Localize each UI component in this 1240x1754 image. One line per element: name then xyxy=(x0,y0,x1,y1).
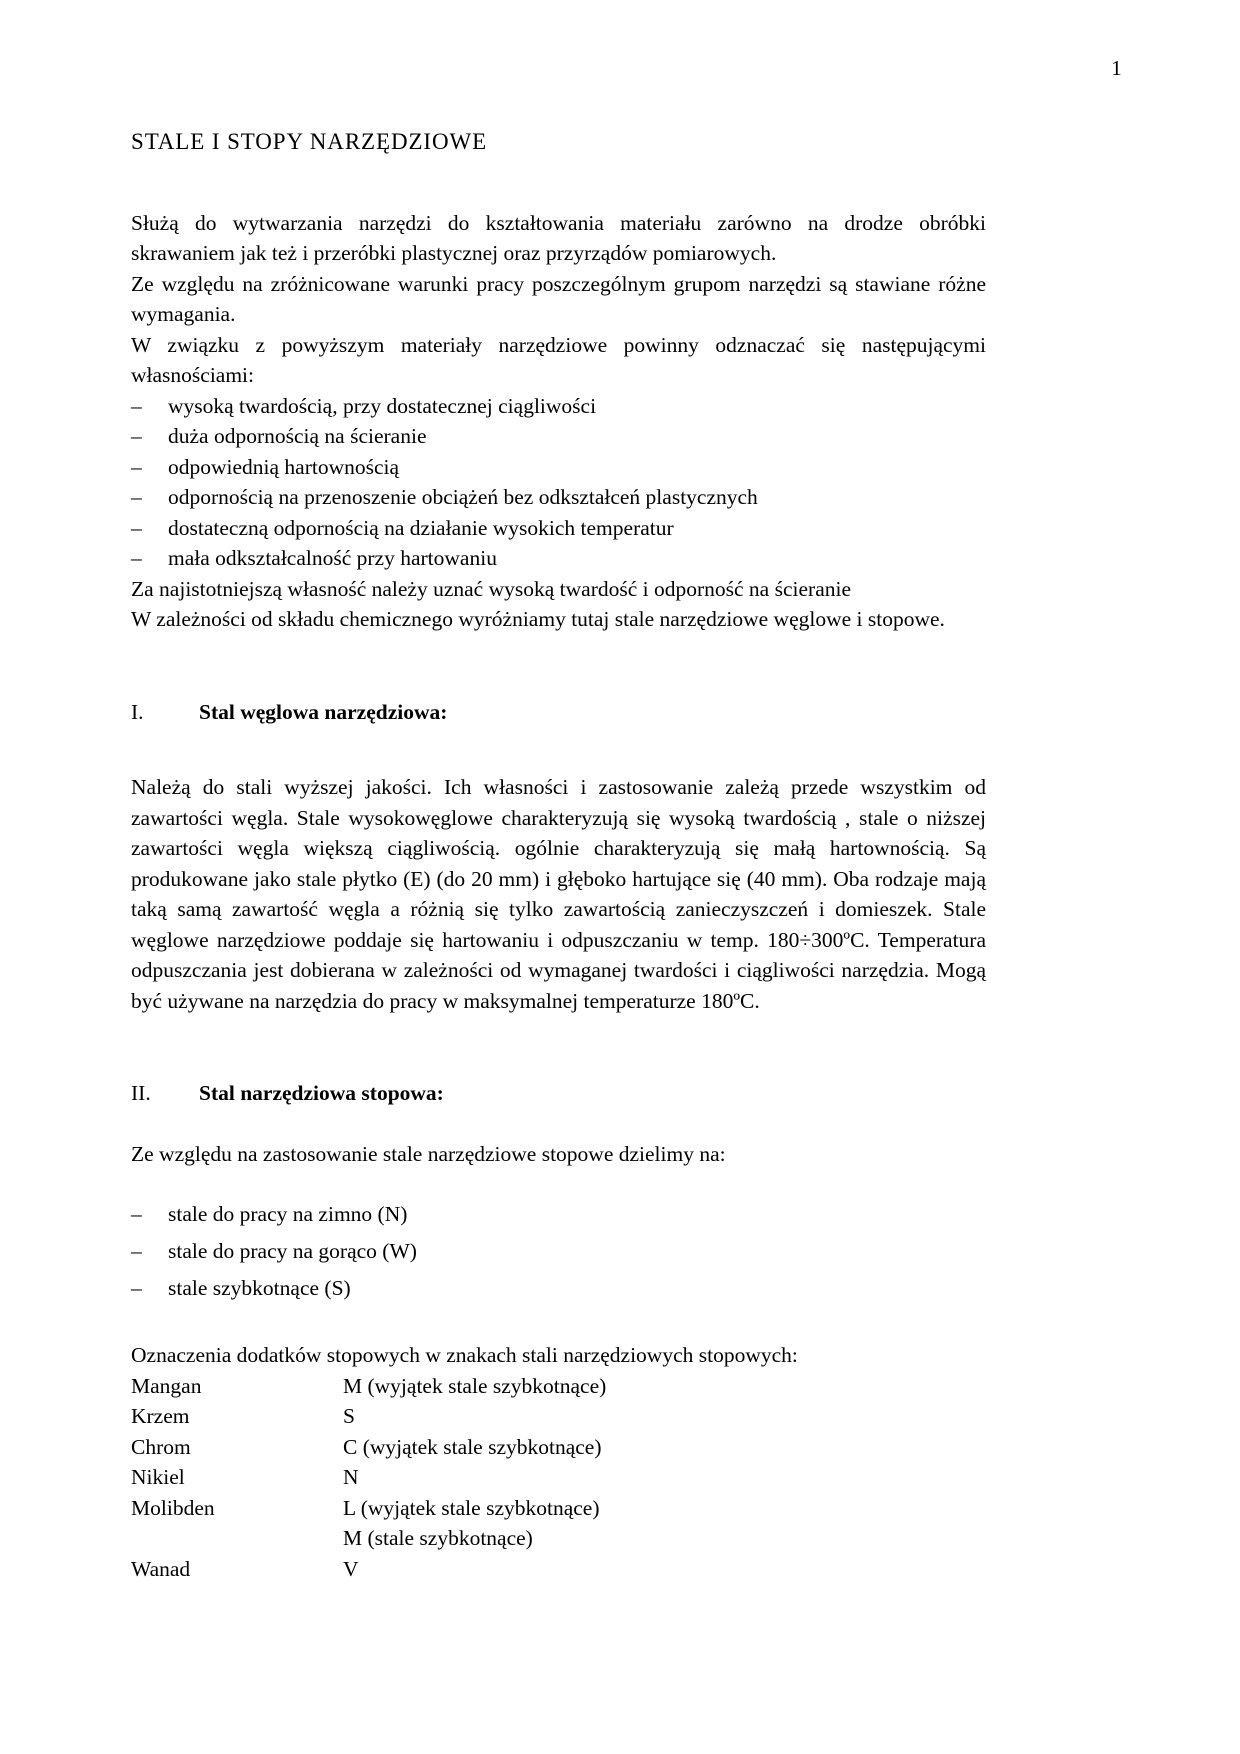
list-item xyxy=(131,421,986,452)
bullet-dash-icon: – xyxy=(131,454,142,479)
element-name: Mangan xyxy=(131,1373,202,1398)
section-1-body: Należą do stali wyższej jakości. Ich własności i zastosowanie zależą przede wszystkim od zawartości węgla. Stale wysokowęglowe charakteryzują się wysoką twardością , stale o niższej zawartości węgla większą ciągliwością. ogólnie charakteryzują się małą hartownością. Są produkowane jako stale płytko (E) (do 20 mm) i głęboko hartujące się (40 mm). Oba rodzaje mają taką samą zawartość węgla a różnią się tylko zawartością zanieczyszczeń i domieszek. Stale węglowe narzędziowe poddaje się hartowaniu i odpuszczaniu w temp. 180÷300ºC. Temperatura odpuszczania jest dobierana w zależności od wymaganej twardości i ciągliwości narzędzia. Mogą być używane na narzędzia do pracy w maksymalnej temperaturze 180ºC. xyxy=(131,775,986,1013)
table-row xyxy=(131,1401,986,1432)
element-name xyxy=(131,1523,343,1554)
bullet-dash-icon: – xyxy=(131,424,142,449)
bullet-dash-icon: – xyxy=(131,393,142,418)
steel-types-list xyxy=(131,1199,986,1304)
bullet-dash-icon: – xyxy=(131,1202,142,1227)
table-row xyxy=(131,1554,986,1585)
element-symbol: S xyxy=(343,1404,355,1429)
list-item-label: odpornością na przenoszenie obciążeń bez odkształceń plastycznych xyxy=(168,485,758,510)
table-row xyxy=(131,1462,986,1493)
list-item xyxy=(131,1199,986,1230)
element-name: Wanad xyxy=(131,1556,191,1581)
spacer xyxy=(131,1310,986,1340)
list-item xyxy=(131,1273,986,1304)
element-name: Nikiel xyxy=(131,1465,185,1490)
document-content xyxy=(131,128,986,1584)
list-item xyxy=(131,482,986,513)
list-item-label: duża odpornością na ścieranie xyxy=(168,424,427,449)
page-number: 1 xyxy=(1111,56,1122,80)
spacer xyxy=(131,727,986,772)
element-symbol: C (wyjątek stale szybkotnące) xyxy=(343,1434,602,1459)
element-symbol: M (wyjątek stale szybkotnące) xyxy=(343,1373,607,1398)
list-item-label: stale do pracy na gorąco (W) xyxy=(168,1239,417,1264)
alloy-table-caption: Oznaczenia dodatków stopowych w znakach stali narzędziowych stopowych: xyxy=(131,1343,798,1368)
bullet-dash-icon: – xyxy=(131,1239,142,1264)
page-title: STALE I STOPY NARZĘDZIOWE xyxy=(131,129,488,154)
spacer xyxy=(131,1109,986,1139)
element-name: Krzem xyxy=(131,1404,190,1429)
list-item xyxy=(131,452,986,483)
list-item-label: stale szybkotnące (S) xyxy=(168,1276,351,1301)
section-2-lead: Ze względu na zastosowanie stale narzędziowe stopowe dzielimy na: xyxy=(131,1141,726,1166)
element-symbol: N xyxy=(343,1465,359,1490)
list-item xyxy=(131,391,986,422)
element-symbol: M (stale szybkotnące) xyxy=(343,1526,533,1551)
section-numeral: II. xyxy=(131,1081,151,1106)
alloy-symbols-table xyxy=(131,1371,986,1585)
element-symbol: V xyxy=(343,1556,359,1581)
table-row xyxy=(131,1371,986,1402)
table-row xyxy=(131,1432,986,1463)
element-name: Molibden xyxy=(131,1495,215,1520)
list-item-label: mała odkształcalność przy hartowaniu xyxy=(168,546,497,571)
list-item-label: odpowiednią hartownością xyxy=(168,454,400,479)
list-item-label: wysoką twardością, przy dostatecznej ciągliwości xyxy=(168,393,597,418)
table-row xyxy=(131,1493,986,1524)
element-name: Chrom xyxy=(131,1434,191,1459)
intro-paragraph-3: W związku z powyższym materiały narzędziowe powinny odznaczać się następującymi własnościami: xyxy=(131,332,986,388)
section-numeral: I. xyxy=(131,699,144,724)
intro-paragraph-1: Służą do wytwarzania narzędzi do kształtowania materiału zarówno na drodze obróbki skrawaniem jak też i przeróbki plastycznej oraz przyrządów pomiarowych. xyxy=(131,210,986,266)
section-heading-label: Stal narzędziowa stopowa: xyxy=(199,1081,444,1106)
intro-paragraph-5: W zależności od składu chemicznego wyróżniamy tutaj stale narzędziowe węglowe i stopowe. xyxy=(131,607,945,632)
bullet-dash-icon: – xyxy=(131,515,142,540)
intro-paragraph-2: Ze względu na zróżnicowane warunki pracy poszczególnym grupom narzędzi są stawiane różne wymagania. xyxy=(131,271,986,327)
table-row xyxy=(131,1523,986,1554)
bullet-dash-icon: – xyxy=(131,485,142,510)
list-item-label: dostateczną odpornością na działanie wysokich temperatur xyxy=(168,515,674,540)
section-heading-1 xyxy=(131,697,986,728)
intro-paragraph-4: Za najistotniejszą własność należy uznać wysoką twardość i odporność na ścieranie xyxy=(131,576,851,601)
properties-list xyxy=(131,391,986,574)
bullet-dash-icon: – xyxy=(131,546,142,571)
spacer xyxy=(131,1169,986,1199)
section-heading-label: Stal węglowa narzędziowa: xyxy=(199,699,448,724)
spacer xyxy=(131,635,986,697)
list-item xyxy=(131,543,986,574)
section-heading-2 xyxy=(131,1078,986,1109)
list-item xyxy=(131,513,986,544)
spacer xyxy=(131,1016,986,1078)
list-item xyxy=(131,1236,986,1267)
element-symbol: L (wyjątek stale szybkotnące) xyxy=(343,1495,600,1520)
bullet-dash-icon: – xyxy=(131,1276,142,1301)
list-item-label: stale do pracy na zimno (N) xyxy=(168,1202,408,1227)
